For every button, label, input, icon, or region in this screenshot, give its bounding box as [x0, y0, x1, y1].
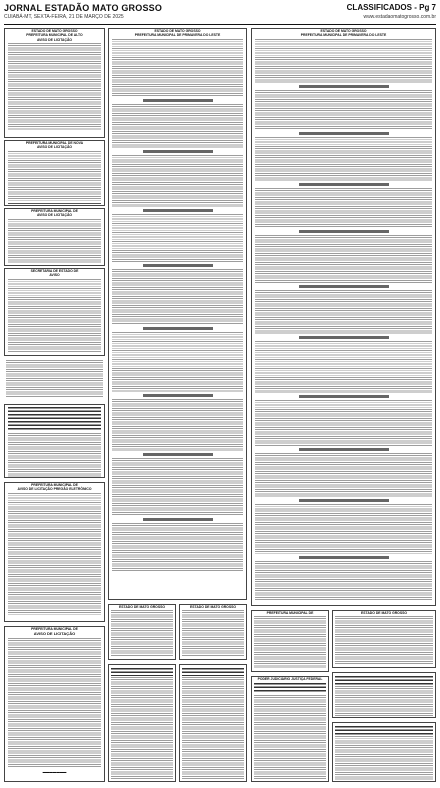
website-url: www.estadaomatogrosso.com.br	[363, 14, 436, 20]
notice-bold-text	[8, 407, 101, 431]
notice-title: ESTADO DE MATO GROSSO	[190, 605, 236, 609]
notice-title: PREFEITURA MUNICIPAL DE	[31, 209, 78, 213]
notice-body-text	[8, 219, 101, 263]
notice-bold-title	[182, 668, 244, 676]
notice-body-text	[254, 695, 326, 779]
notice-left-plain	[4, 360, 105, 400]
section-heading	[299, 85, 389, 88]
notice-org: PREFEITURA MUNICIPAL DE NOVA	[25, 141, 84, 145]
notice-right-1	[251, 28, 436, 606]
notice-body-text	[111, 677, 173, 779]
notice-kind: AVISO DE LICITAÇÃO	[33, 631, 76, 637]
notice-title: ESTADO DE MATO GROSSO	[119, 605, 165, 609]
section-heading	[143, 518, 213, 521]
notice-body-text	[112, 104, 243, 148]
notice-title: ESTADO DE MATO GROSSO	[361, 611, 407, 615]
notice-body-text	[255, 188, 432, 228]
dateline: CUIABÁ-MT, SEXTA-FEIRA, 21 DE MARÇO DE 2025	[4, 14, 124, 20]
notice-kind: AVISO DE LICITAÇÃO	[36, 213, 73, 218]
notice-kind: AVISO DE LICITAÇÃO	[36, 37, 73, 42]
notice-body-text	[255, 290, 432, 334]
notice-body-text	[335, 736, 433, 780]
notice-body-text	[8, 433, 101, 477]
notice-body-text	[182, 677, 244, 779]
section-heading	[143, 209, 213, 212]
notice-body-text	[335, 686, 433, 716]
section-title: CLASSIFICADOS - Pg 7	[346, 3, 436, 12]
notice-bold-title	[335, 676, 433, 685]
notice-mid-1	[108, 28, 247, 600]
notice-bold-title	[335, 726, 433, 735]
notice-title: PODER JUDICIÁRIO JUSTIÇA FEDERAL	[257, 677, 323, 681]
section-heading	[143, 99, 213, 102]
notice-body-text	[255, 400, 432, 446]
section-heading	[299, 336, 389, 339]
notice-body-text	[255, 453, 432, 497]
notice-left-6	[4, 482, 105, 622]
section-heading	[143, 327, 213, 330]
notice-mid-bottom-2	[179, 604, 247, 660]
notice-body-text	[112, 214, 243, 262]
notice-right-bottom-1	[251, 610, 329, 672]
signature-block: ▬▬▬▬▬▬▬	[42, 770, 67, 774]
notice-body-text	[255, 39, 432, 83]
notice-mid-bottom-1	[108, 604, 176, 660]
section-heading	[143, 150, 213, 153]
notice-left-2	[4, 140, 105, 206]
notice-left-7	[4, 626, 105, 782]
notice-bold-text	[254, 683, 326, 693]
notice-title: SECRETARIA DE ESTADO DE	[30, 269, 79, 273]
notice-org: PREFEITURA MUNICIPAL DE PRIMAVERA DO LESTE	[134, 33, 221, 38]
notice-body-text	[112, 332, 243, 392]
section-heading	[299, 230, 389, 233]
section-heading	[299, 285, 389, 288]
notice-body-text	[335, 616, 433, 664]
notice-body-text	[8, 279, 101, 353]
notice-mid-bottom-3	[108, 664, 176, 782]
notice-body-text	[255, 341, 432, 393]
notice-body-text	[255, 235, 432, 283]
notice-body-text	[8, 638, 101, 768]
notice-title: ESTADO DE MATO GROSSO	[154, 29, 201, 33]
section-heading	[299, 132, 389, 135]
notice-body-text	[255, 561, 432, 601]
notice-body-text	[112, 523, 243, 571]
notice-title: ESTADO DE MATO GROSSO	[320, 29, 367, 33]
section-heading	[143, 264, 213, 267]
newspaper-name: JORNAL ESTADÃO MATO GROSSO	[4, 3, 163, 13]
notice-body-text	[6, 360, 103, 398]
notice-right-bottom-5	[332, 722, 436, 782]
notice-body-text	[255, 90, 432, 130]
section-heading	[299, 499, 389, 502]
notice-body-text	[112, 39, 243, 97]
notice-kind: AVISO DE LICITAÇÃO	[36, 145, 73, 150]
notice-right-bottom-4	[332, 672, 436, 718]
notice-org: PREFEITURA MUNICIPAL DE PRIMAVERA DO LESTE	[300, 33, 387, 38]
notice-title: PREFEITURA MUNICIPAL DE	[266, 611, 314, 615]
notice-bold-title	[111, 668, 173, 676]
notice-kind: AVISO	[49, 273, 60, 278]
section-heading	[299, 448, 389, 451]
notice-body-text	[8, 43, 101, 130]
notice-body-text	[112, 399, 243, 451]
notice-left-3	[4, 208, 105, 266]
notice-mid-bottom-4	[179, 664, 247, 782]
notice-right-bottom-2	[332, 610, 436, 668]
notice-body-text	[112, 458, 243, 516]
notice-body-text	[182, 610, 244, 656]
signature-line	[8, 203, 101, 204]
notice-body-text	[254, 616, 326, 668]
notice-left-5	[4, 404, 105, 478]
section-heading	[299, 183, 389, 186]
notice-org: PREFEITURA MUNICIPAL DE	[31, 483, 78, 487]
notice-body-text	[111, 610, 173, 656]
notice-org: PREFEITURA MUNICIPAL DE	[31, 627, 78, 631]
notice-body-text	[8, 151, 101, 201]
notice-body-text	[255, 137, 432, 181]
notice-title: ESTADO DE MATO GROSSO	[31, 29, 78, 33]
section-heading	[299, 556, 389, 559]
notice-left-1	[4, 28, 105, 138]
notice-body-text	[112, 269, 243, 325]
notice-left-4	[4, 268, 105, 356]
section-heading	[143, 453, 213, 456]
notice-kind: AVISO DE LICITAÇÃO PREGÃO ELETRÔNICO	[17, 487, 92, 492]
notice-body-text	[112, 155, 243, 207]
section-heading	[143, 394, 213, 397]
notice-org: PREFEITURA MUNICIPAL DE ALTO	[26, 33, 83, 38]
section-heading	[299, 395, 389, 398]
notice-right-bottom-3	[251, 676, 329, 782]
notice-body-text	[255, 504, 432, 554]
page-header	[4, 2, 436, 25]
notice-body-text	[8, 493, 101, 615]
